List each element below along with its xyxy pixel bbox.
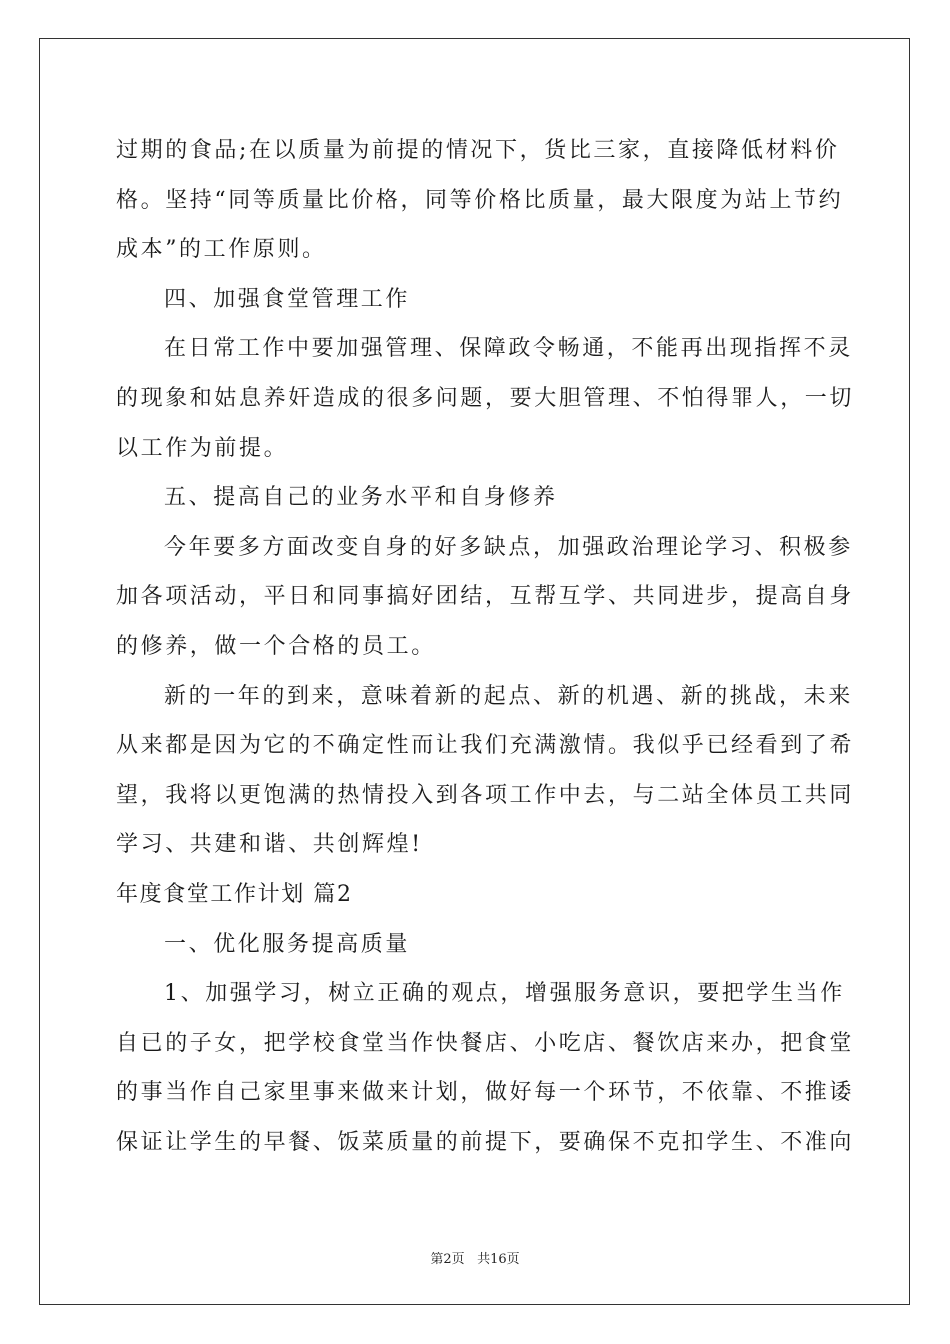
document-body <box>116 126 855 1167</box>
text-line: 学习、共建和谐、共创辉煌! <box>116 832 423 858</box>
text-line: 的修养，做一个合格的员工。 <box>116 633 436 659</box>
text-line: 今年要多方面改变自身的好多缺点，加强政治理论学习、积极参 <box>164 534 853 560</box>
text-line: 新的一年的到来，意味着新的起点、新的机遇、新的挑战，未来 <box>164 683 853 709</box>
text-line: 成本”的工作原则。 <box>116 237 327 263</box>
text-line: 自已的子女，把学校食堂当作快餐店、小吃店、餐饮店来办，把食堂 <box>116 1030 855 1056</box>
text-line: 1、加强学习，树立正确的观点，增强服务意识，要把学生当作 <box>164 981 845 1007</box>
text-line: 四、加强食堂管理工作 <box>164 286 411 312</box>
page-total: 共16页 <box>477 1252 520 1267</box>
text-line: 过期的食品;在以质量为前提的情况下，货比三家，直接降低材料价 <box>116 138 840 163</box>
text-line: 五、提高自己的业务水平和自身修养 <box>164 485 558 511</box>
text-line: 的现象和姑息养奸造成的很多问题，要大胆管理、不怕得罪人，一切 <box>116 385 855 411</box>
page-number: 第2页 <box>430 1252 465 1267</box>
text-line: 望，我将以更饱满的热情投入到各项工作中去，与二站全体员工共同 <box>116 782 855 808</box>
page-footer <box>0 1248 950 1267</box>
text-line: 的事当作自己家里事来做来计划，做好每一个环节，不依靠、不推诿 <box>116 1080 855 1106</box>
text-line: 从来都是因为它的不确定性而让我们充满激情。我似乎已经看到了希 <box>116 733 855 759</box>
text-line: 保证让学生的早餐、饭菜质量的前提下，要确保不克扣学生、不准向 <box>116 1129 855 1155</box>
text-line: 在日常工作中要加强管理、保障政令畅通，不能再出现指挥不灵 <box>164 336 853 362</box>
text-line: 格。坚持“同等质量比价格，同等价格比质量，最大限度为站上节约 <box>116 187 844 213</box>
section-heading: 年度食堂工作计划 篇2 <box>116 881 353 907</box>
text-line: 加各项活动，平日和同事搞好团结，互帮互学、共同进步，提高自身 <box>116 584 855 610</box>
text-line: 一、优化服务提高质量 <box>164 931 411 957</box>
text-line: 以工作为前提。 <box>116 435 289 461</box>
